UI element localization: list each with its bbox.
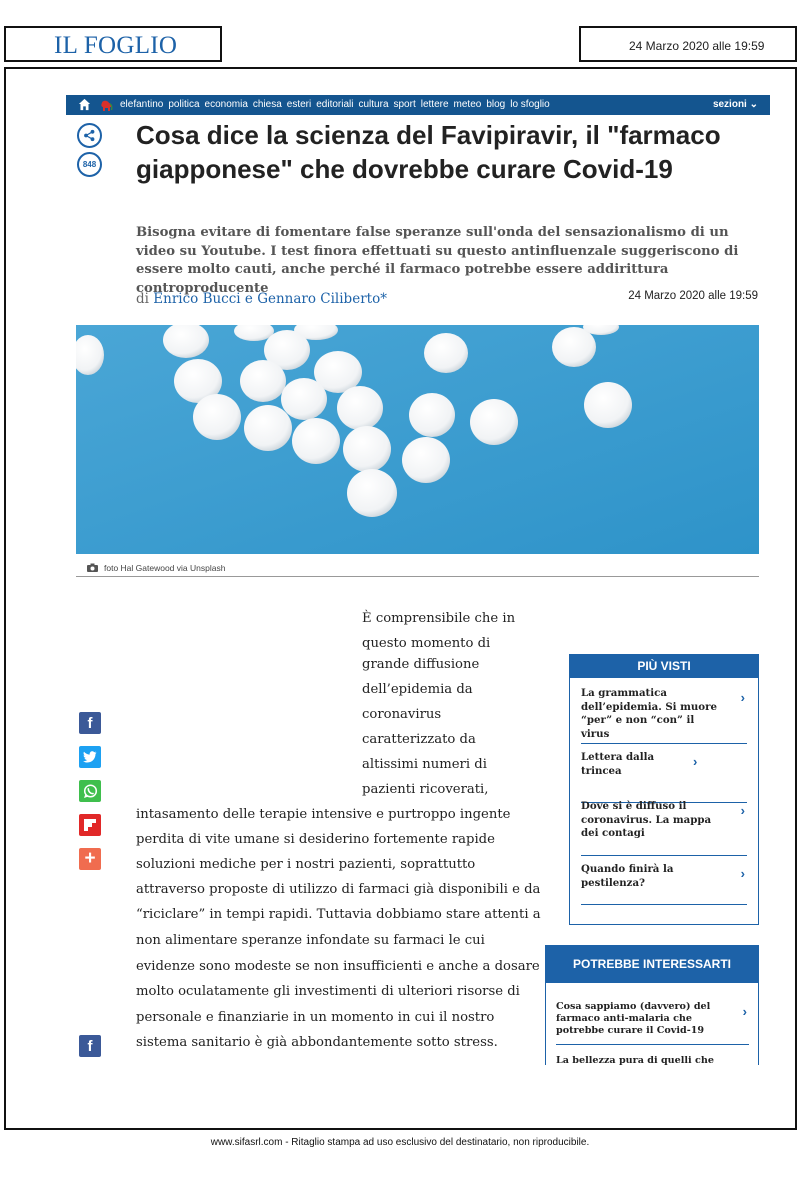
twitter-icon <box>83 751 97 763</box>
body-line: intasamento delle terapie intensive e purtroppo ingente <box>136 807 511 822</box>
most-viewed-item[interactable] <box>581 751 747 803</box>
publication-name: IL FOGLIO <box>54 32 178 59</box>
related-item[interactable] <box>556 1055 749 1065</box>
nav-blog[interactable]: blog <box>486 99 506 110</box>
related-item[interactable] <box>556 1001 749 1045</box>
clipping-date-box <box>579 26 797 62</box>
most-viewed-item-label: Lettera dalla trincea <box>581 751 655 777</box>
most-viewed-item[interactable] <box>581 687 747 744</box>
publication-box <box>4 26 222 62</box>
more-share-button[interactable] <box>79 848 101 870</box>
article-date: 24 Marzo 2020 alle 19:59 <box>628 290 758 302</box>
body-line: attraverso proposte di utilizzo di farmaci già disponibili e da <box>136 882 541 897</box>
twitter-share-button[interactable] <box>79 746 101 768</box>
related-box <box>545 945 759 1065</box>
body-line: grande diffusione <box>362 657 480 672</box>
whatsapp-icon <box>83 784 98 799</box>
related-item-label: Cosa sappiamo (davvero) del farmaco anti-malaria che potrebbe curare il Covid-19 <box>556 1001 711 1036</box>
nav-sport[interactable]: sport <box>393 99 416 110</box>
most-viewed-item-label: Dove si è diffuso il coronavirus. La mappa dei contagi <box>581 800 712 839</box>
facebook-icon: f <box>87 714 93 732</box>
chevron-right-icon: › <box>740 690 745 705</box>
nav-editoriali[interactable]: editoriali <box>316 99 354 110</box>
nav-elefantino[interactable]: elefantino <box>120 99 164 110</box>
body-line: evidenze sono modeste se non insufficienti e anche a dosare <box>136 959 540 974</box>
nav-lo-sfoglio[interactable]: lo sfoglio <box>510 99 550 110</box>
byline <box>136 291 387 307</box>
caption-divider <box>76 576 759 577</box>
top-nav-bar <box>66 95 770 115</box>
photo-caption: foto Hal Gatewood via Unsplash <box>104 563 226 573</box>
chevron-right-icon: › <box>742 1004 747 1019</box>
nav-chiesa[interactable]: chiesa <box>252 99 282 110</box>
body-line: soluzioni mediche per i nostri pazienti, soprattutto <box>136 857 476 872</box>
chevron-right-icon: › <box>740 866 745 881</box>
most-viewed-item-label: La grammatica dell’epidemia. Si muore “per” e non “con” il virus <box>581 687 717 740</box>
elephant-icon[interactable] <box>99 98 113 112</box>
nav-meteo[interactable]: meteo <box>453 99 482 110</box>
home-icon[interactable] <box>78 98 91 111</box>
nav-politica[interactable]: politica <box>168 99 200 110</box>
camera-icon <box>87 563 98 572</box>
body-line: questo momento di <box>362 636 491 651</box>
most-viewed-box <box>569 654 759 925</box>
plus-icon: + <box>84 848 96 869</box>
most-viewed-item[interactable] <box>581 863 747 905</box>
facebook-icon: f <box>87 1037 93 1055</box>
body-line: altissimi numeri di <box>362 757 487 772</box>
article-summary: Bisogna evitare di fomentare false speranze sull'onda del sensazionalismo di un video su Youtube. I test finora effettuati su questo antinfluenzale suggeriscono di essere molto cauti, anche perché il farmaco potrebbe essere addirittura controproducente <box>136 225 739 296</box>
flipboard-share-button[interactable] <box>79 814 101 836</box>
sections-menu[interactable]: sezioni ⌄ <box>712 99 758 110</box>
byline-prefix: di <box>136 291 154 307</box>
most-viewed-title: PIÙ VISTI <box>570 655 758 678</box>
share-button[interactable] <box>77 123 102 148</box>
body-line: “riciclare” in tempi rapidi. Tuttavia dobbiamo stare attenti a <box>136 907 541 922</box>
body-line: non alimentare speranze infondate su farmaci le cui <box>136 933 485 948</box>
whatsapp-share-button[interactable] <box>79 780 101 802</box>
body-line: È comprensibile che in <box>362 611 516 626</box>
most-viewed-item[interactable] <box>581 800 747 856</box>
most-viewed-item-label: Quando finirà la pestilenza? <box>581 863 674 889</box>
body-line: caratterizzato da <box>362 732 476 747</box>
related-title: POTREBBE INTERESSARTI <box>546 946 758 983</box>
hero-image <box>76 325 759 554</box>
nav-cultura[interactable]: cultura <box>358 99 389 110</box>
facebook-share-button-bottom[interactable] <box>79 1035 101 1057</box>
body-line: coronavirus <box>362 707 442 722</box>
body-line: pazienti ricoverati, <box>362 782 489 797</box>
share-icon <box>83 129 96 142</box>
chevron-right-icon: › <box>693 754 698 769</box>
share-count: 848 <box>77 152 102 177</box>
author-link[interactable]: Enrico Bucci e Gennaro Ciliberto* <box>153 291 387 307</box>
clipping-date: 24 Marzo 2020 alle 19:59 <box>629 39 765 53</box>
facebook-share-button[interactable] <box>79 712 101 734</box>
nav-economia[interactable]: economia <box>204 99 248 110</box>
nav-esteri[interactable]: esteri <box>286 99 312 110</box>
body-line: perdita di vite umane si desiderino fortemente rapide <box>136 832 495 847</box>
body-line: sistema sanitario è già abbondantemente sotto stress. <box>136 1035 498 1050</box>
footer-notice: www.sifasrl.com - Ritaglio stampa ad uso esclusivo del destinatario, non riproducibile. <box>210 1137 590 1148</box>
related-item-label: La bellezza pura di quelli che <box>556 1055 714 1065</box>
nav-lettere[interactable]: lettere <box>420 99 449 110</box>
article-title: Cosa dice la scienza del Favipiravir, il "farmaco giapponese" che dovrebbe curare Covid-19 <box>136 120 721 184</box>
flipboard-icon <box>83 818 97 832</box>
body-line: molto oculatamente gli investimenti di ulteriori risorse di <box>136 984 520 999</box>
body-line: dell’epidemia da <box>362 682 473 697</box>
chevron-right-icon: › <box>740 803 745 818</box>
body-line: personale e finanziarie in un momento in cui il nostro <box>136 1010 495 1025</box>
